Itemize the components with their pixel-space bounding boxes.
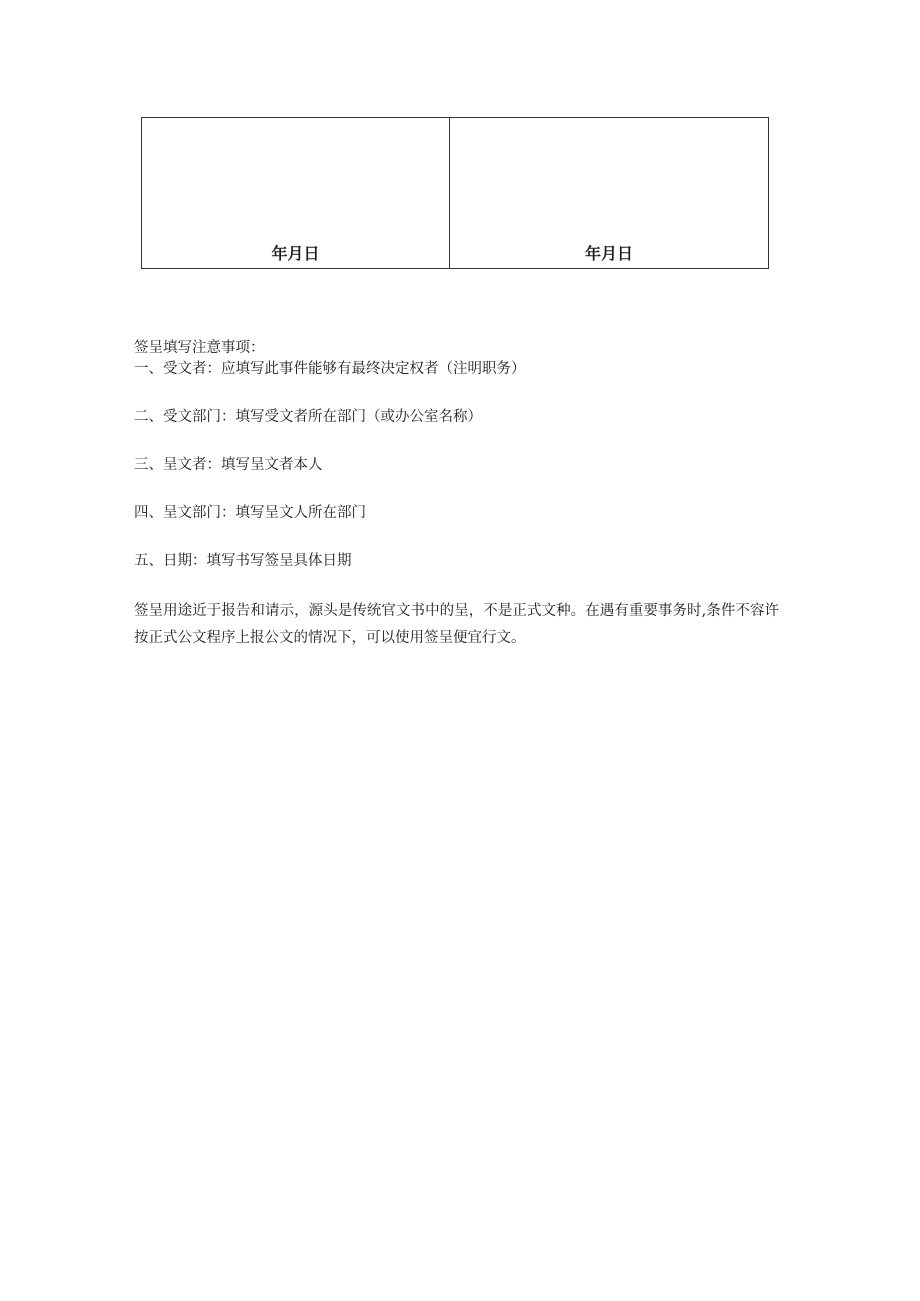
signature-cell-left [142,118,450,269]
date-label-left: 年月日 [271,244,320,263]
note-item-3: 三、呈文者：填写呈文者本人 [134,457,323,473]
note-item-4: 四、呈文部门：填写呈文人所在部门 [134,505,366,521]
signature-table [141,117,769,269]
note-item-1: 一、受文者：应填写此事件能够有最终决定权者（注明职务） [134,361,526,377]
notes-summary: 签呈用途近于报告和请示，源头是传统官文书中的呈，不是正式文种。在遇有重要事务时,条件不容许按正式公文程序上报公文的情况下，可以使用签呈便宜行文。 [134,603,779,646]
notes-heading: 签呈填写注意事项： [134,340,265,356]
note-item-5: 五、日期：填写书写签呈具体日期 [134,553,352,569]
signature-cell-right [450,118,769,269]
notes-section [134,338,794,652]
note-item-2: 二、受文部门：填写受文者所在部门（或办公室名称） [134,409,482,425]
date-label-right: 年月日 [584,244,633,263]
